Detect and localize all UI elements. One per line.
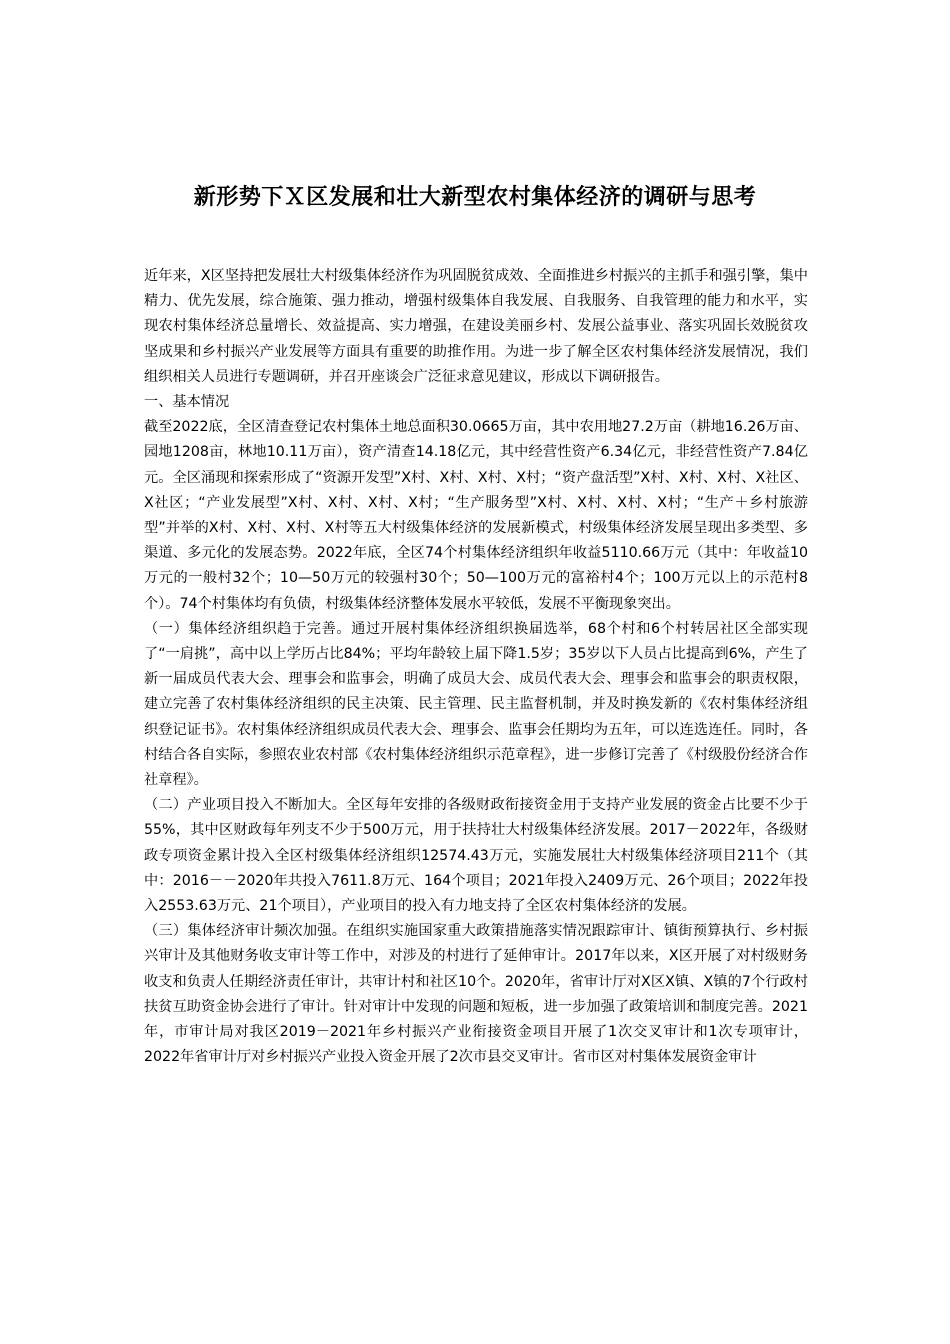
section-heading-basic-situation: 一、基本情况 — [144, 394, 230, 411]
document-title: 新形势下Ｘ区发展和壮大新型农村集体经济的调研与思考 — [193, 185, 757, 210]
paragraph-audit: （三）集体经济审计频次加强。在组织实施国家重大政策措施落实情况跟踪审计、镇街预算执行、乡村振兴审计及其他财务收支审计等工作中，对涉及的村进行了延伸审计。2017年以来，X区开展了对村级财务收支和负责人任期经济责任审计，共审计村和社区10个。2020年，省审计厅对X区X镇、X镇的7个行政村扶贫互助资金协会进行了审计。针对审计中发现的问题和短板，进一步加强了政策培训和制度完善。2021年，市审计局对我区2019－2021年乡村振兴产业衔接资金项目开展了1次交叉审计和1次专项审计，2022年省审计厅对乡村振兴产业投入资金开展了2次市县交叉审计。省市区对村集体发展资金审计 — [144, 923, 808, 1066]
paragraph-investment: （二）产业项目投入不断加大。全区每年安排的各级财政衔接资金用于支持产业发展的资金占比要不少于55%，其中区财政每年列支不少于500万元，用于扶持壮大村级集体经济发展。2017－2022年，各级财政专项资金累计投入全区村级集体经济组织12574.43万元，实施发展壮大村级集体经济项目211个（其中：2016－－2020年共投入7611.8万元、164个项目；2021年投入2409万元、26个项目；2022年投入2553.63万元、21个项目），产业项目的投入有力地支持了全区农村集体经济的发展。 — [144, 797, 808, 915]
paragraph-basic-situation: 截至2022底，全区清查登记农村集体土地总面积30.0665万亩，其中农用地27.2万亩（耕地16.26万亩、园地1208亩，林地10.11万亩），资产清查14.18亿元，其中经营性资产6.34亿元，非经营性资产7.84亿元。全区涌现和探索形成了“资源开发型”X村、X村、X村、X村；“资产盘活型”X村、X村、X村、X社区、X社区；“产业发展型”X村、X村、X村、X村；“生产服务型”X村、X村、X村、X村；“生产＋乡村旅游型”并举的X村、X村、X村、X村等五大村级集体经济的发展新模式，村级集体经济发展呈现出多类型、多渠道、多元化的发展态势。2022年底，全区74个村集体经济组织年收益5110.66万元（其中：年收益10万元的一般村32个；10—50万元的较强村30个；50—100万元的富裕村4个；100万元以上的示范村8个）。74个村集体均有负债，村级集体经济整体发展水平较低，发展不平衡现象突出。 — [144, 419, 808, 612]
document-body — [144, 264, 808, 1071]
paragraph-organization: （一）集体经济组织趋于完善。通过开展村集体经济组织换届选举，68个村和6个村转居社区全部实现了“一肩挑”，高中以上学历占比84%；平均年龄较上届下降1.5岁；35岁以下人员占比提高到6%，产生了新一届成员代表大会、理事会和监事会，明确了成员大会、成员代表大会、理事会和监事会的职责权限，建立完善了农村集体经济组织的民主决策、民主管理、民主监督机制，并及时换发新的《农村集体经济组织登记证书》。农村集体经济组织成员代表大会、理事会、监事会任期均为五年，可以连选连任。同时，各村结合各自实际，参照农业农村部《农村集体经济组织示范章程》，进一步修订完善了《村级股份经济合作社章程》。 — [144, 620, 808, 789]
paragraph-intro: 近年来，X区坚持把发展壮大村级集体经济作为巩固脱贫成效、全面推进乡村振兴的主抓手和强引擎，集中精力、优先发展，综合施策、强力推动，增强村级集体自我发展、自我服务、自我管理的能力和水平，实现农村集体经济总量增长、效益提高、实力增强，在建设美丽乡村、发展公益事业、落实巩固长效脱贫攻坚成果和乡村振兴产业发展等方面具有重要的助推作用。为进一步了解全区农村集体经济发展情况，我们组织相关人员进行专题调研，并召开座谈会广泛征求意见建议，形成以下调研报告。 — [144, 268, 808, 385]
